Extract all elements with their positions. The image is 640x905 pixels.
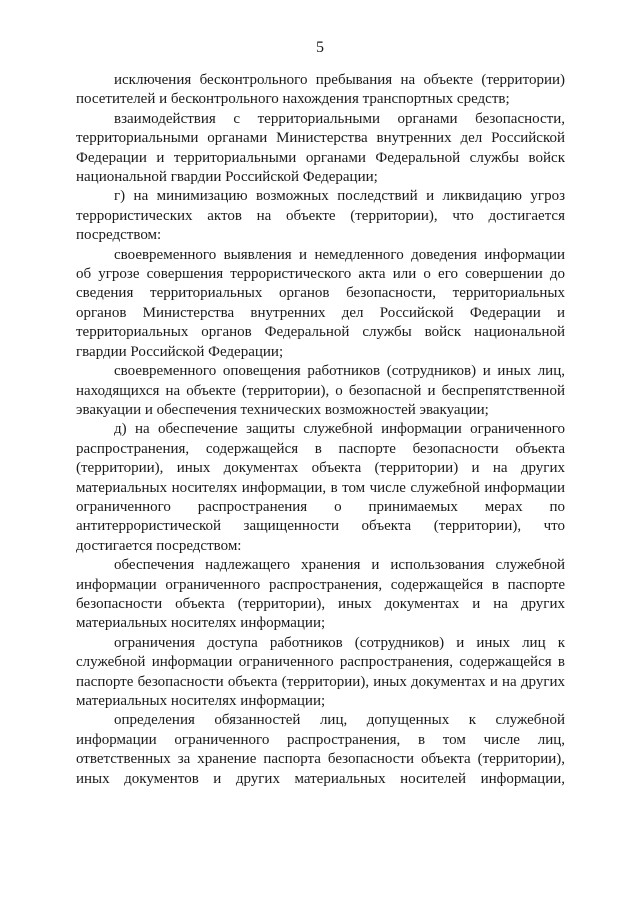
document-body xyxy=(76,71,565,789)
paragraph-item-g-minimization: г) на минимизацию возможных последствий и ликвидацию угроз террористических актов на объекте (территории), что достигается посредством: xyxy=(76,188,565,244)
paragraph-duties-definition: определения обязанностей лиц, допущенных к служебной информации ограниченного распространения, в том числе лиц, ответственных за хранение паспорта безопасности объекта (территории), иных документов и других материальных носителей информации, xyxy=(76,712,565,787)
paragraph-proper-storage: обеспечения надлежащего хранения и использования служебной информации ограниченного распространения, содержащейся в паспорте безопасности объекта (территории), иных документах и на других материальных носителях информации; xyxy=(76,557,565,632)
paragraph-item-d-information-protection: д) на обеспечение защиты служебной информации ограниченного распространения, содержащейся в паспорте безопасности объекта (территории), иных документах объекта (территории) и на других материальных носителях информации, в том числе служебной информации ограниченного распространения о принимаемых мерах по антитеррористической защищенности объекта (территории), что достигается посредством: xyxy=(76,421,565,554)
paragraph-timely-notification: своевременного оповещения работников (сотрудников) и иных лиц, находящихся на объекте (территории), о безопасной и беспрепятственной эвакуации и обеспечения технических возможностей эвакуации; xyxy=(76,363,565,418)
paragraph-visitor-control: исключения бесконтрольного пребывания на объекте (территории) посетителей и бесконтрольного нахождения транспортных средств; xyxy=(76,72,565,108)
paragraph-timely-detection: своевременного выявления и немедленного доведения информации об угрозе совершения террористического акта или о его совершении до сведения территориальных органов безопасности, территориальных органов Министерства внутренних дел Российской Федерации и территориальных органов Федеральной службы войск национальной гвардии Российской Федерации; xyxy=(76,246,565,360)
page-number: 5 xyxy=(316,39,324,56)
paragraph-access-restriction: ограничения доступа работников (сотрудников) и иных лиц к служебной информации ограниченного распространения, содержащейся в паспорте безопасности объекта (территории), иных документах и на других материальных носителях информации; xyxy=(76,634,565,709)
paragraph-interaction-authorities: взаимодействия с территориальными органами безопасности, территориальными органами Министерства внутренних дел Российской Федерации и территориальными органами Федеральной службы войск национальной гвардии Российской Федерации; xyxy=(76,110,565,186)
